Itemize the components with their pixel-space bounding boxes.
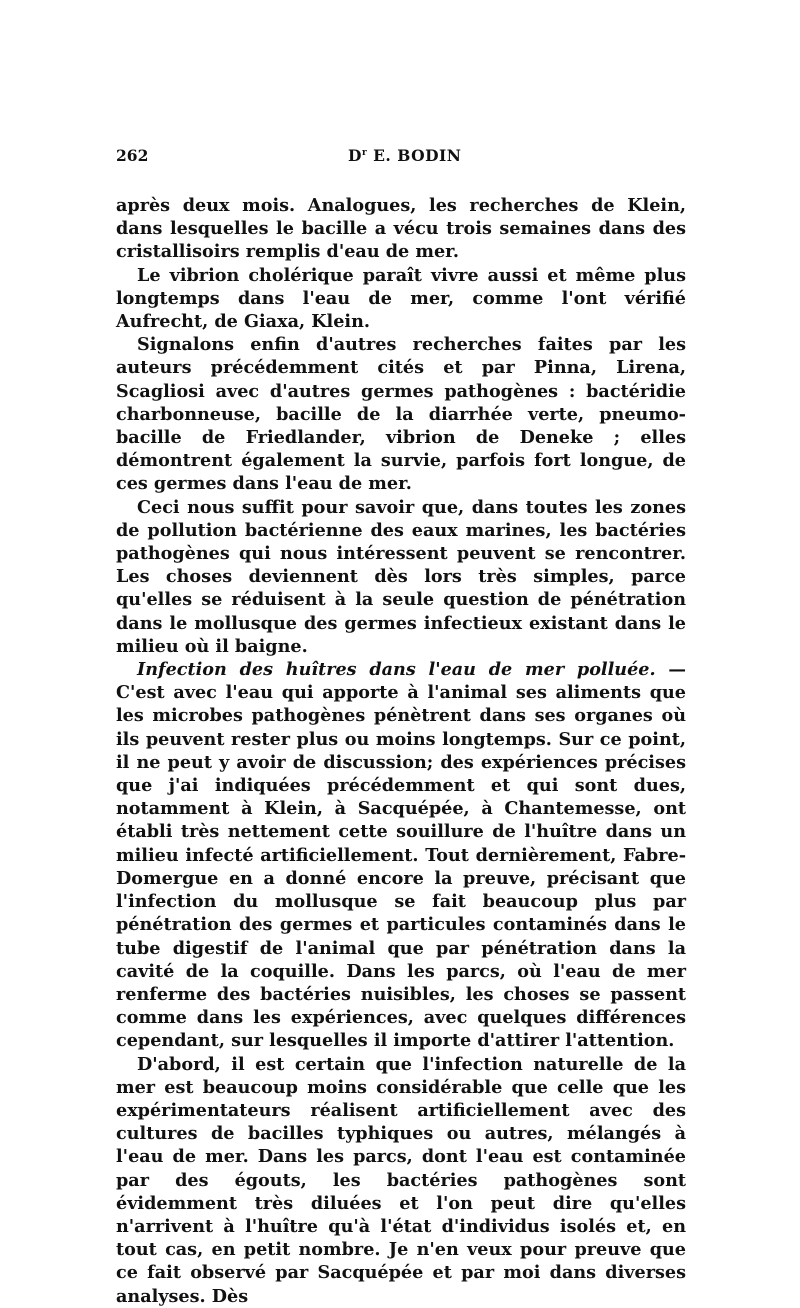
- paragraph: Le vibrion cholérique paraît vivre aussi et même plus longtemps dans l'eau de mer, comme l'ont vérifié Aufrecht, de Giaxa, Klein.: [116, 264, 686, 333]
- author-superscript: r: [361, 148, 368, 158]
- paragraph: Ceci nous suffit pour savoir que, dans toutes les zones de pollution bactérienne des eaux marines, les bactéries pathogènes qui nous intéressent peuvent se rencontrer. Les choses deviennent dès lors très simples, parce qu'elles se réduisent à la seule question de pénétration dans le mollusque des germes infectieux existant dans le milieu où il baigne.: [116, 496, 686, 657]
- body-text: [116, 194, 686, 1308]
- book-page: [116, 146, 686, 1308]
- section-paragraph: [116, 658, 686, 1052]
- page-number: 262: [116, 146, 149, 165]
- author-surname: E. BODIN: [367, 146, 462, 165]
- paragraph: après deux mois. Analogues, les recherches de Klein, dans lesquelles le bacille a vécu trois semaines dans des cristallisoirs remplis d'eau de mer.: [116, 195, 686, 263]
- section-heading: Infection des huîtres dans l'eau de mer polluée.: [137, 659, 656, 681]
- running-head: [116, 146, 686, 174]
- author-name: [348, 146, 461, 165]
- author-prefix: D: [348, 146, 362, 165]
- paragraph: Signalons enfin d'autres recherches faites par les auteurs précédemment cités et par Pinna, Lirena, Scagliosi avec d'autres germes pathogènes : bactéridie charbonneuse, bacille de la diarrhée verte, pneumo-bacille de Friedlander, vibrion de Deneke ; elles démontrent également la survie, parfois fort longue, de ces germes dans l'eau de mer.: [116, 334, 686, 495]
- paragraph: D'abord, il est certain que l'infection naturelle de la mer est beaucoup moins considérable que celle que les expérimentateurs réalisent artificiellement avec des cultures de bacilles typhiques ou autres, mélangés à l'eau de mer. Dans les parcs, dont l'eau est contaminée par des égouts, les bactéries pathogènes sont évidemment très diluées et l'on peut dire qu'elles n'arrivent à l'huître qu'à l'état d'individus isolés et, en tout cas, en petit nombre. Je n'en veux pour preuve que ce fait observé par Sacquépée et par moi dans diverses analyses. Dès: [116, 1053, 686, 1307]
- section-text: — C'est avec l'eau qui apporte à l'animal ses aliments que les microbes pathogènes pénètrent dans ses organes où ils peuvent rester plus ou moins longtemps. Sur ce point, il ne peut y avoir de discussion; des expériences précises que j'ai indiquées précédemment et qui sont dues, notamment à Klein, à Sacquépée, à Chantemesse, ont établi très nettement cette souillure de l'huître dans un milieu infecté artificiellement. Tout dernièrement, Fabre-Domergue en a donné encore la preuve, précisant que l'infection du mollusque se fait beaucoup plus par pénétration des germes et particules contaminés dans le tube digestif de l'animal que par pénétration dans la cavité de la coquille. Dans les parcs, où l'eau de mer renferme des bactéries nuisibles, les choses se passent comme dans les expériences, avec quelques différences cependant, sur lesquelles il importe d'attirer l'attention.: [116, 659, 686, 1052]
